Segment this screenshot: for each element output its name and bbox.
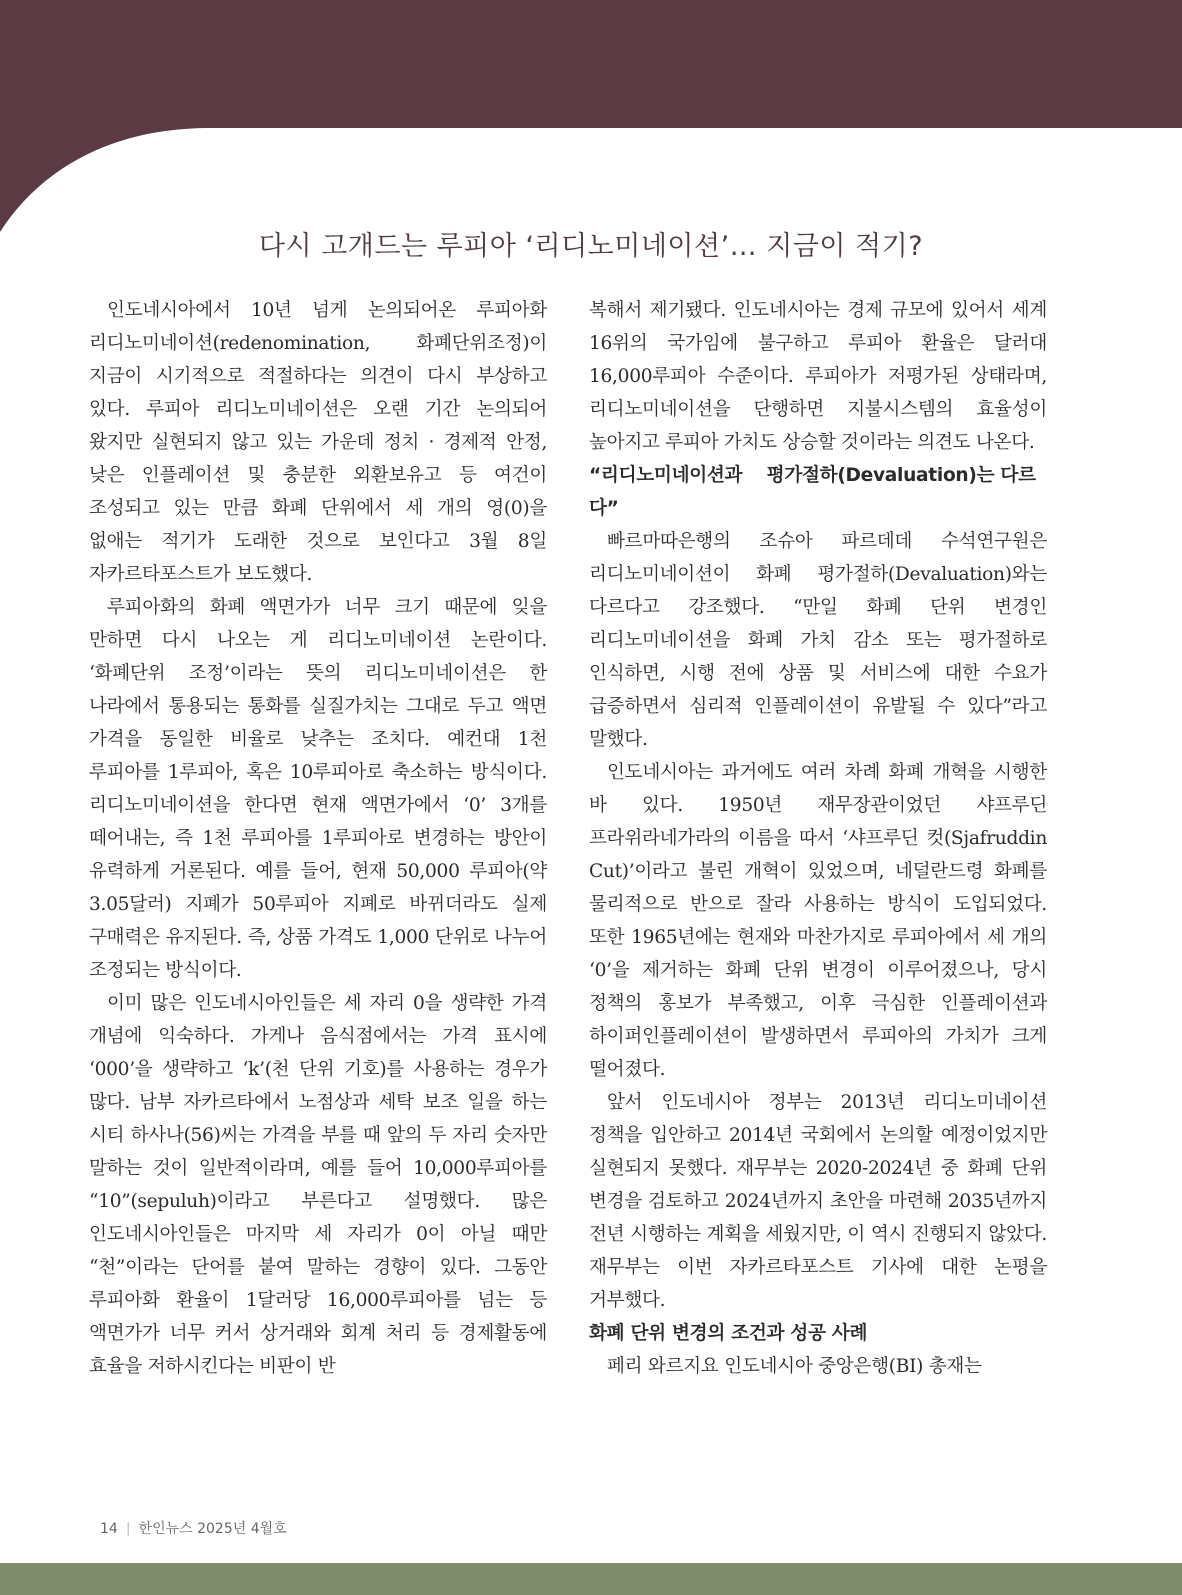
footer-separator: |: [125, 1521, 131, 1537]
header-band-shape: [0, 0, 1182, 232]
header-band: [0, 0, 1182, 240]
footer-band: [0, 1563, 1182, 1595]
left-column: [89, 294, 547, 1383]
right-column: [589, 294, 1047, 1383]
paragraph: 인도네시아에서 10년 넘게 논의되어온 루피아화 리디노미네이션(redenomination, 화폐단위조정)이 지금이 시기적으로 적절하다는 의견이 다시 부상하고 있다. 루피아 리디노미네이션은 오랜 기간 논의되어 왔지만 실현되지 않고 있는 가운데 정치 · 경제적 안정, 낮은 인플레이션 및 충분한 외환보유고 등 여건이 조성되고 있는 만큼 화폐 단위에서 세 개의 영(0)을 없애는 적기가 도래한 것으로 보인다고 3월 8일 자카르타포스트가 보도했다.: [89, 300, 547, 585]
section-heading: “리디노미네이션과 평가절하(Devaluation)는 다르다”: [589, 465, 1036, 519]
paragraph: 앞서 인도네시아 정부는 2013년 리디노미네이션 정책을 입안하고 2014년 국회에서 논의할 예정이었지만 실현되지 못했다. 재무부는 2020-2024년 중 화폐 단위 변경을 검토하고 2024년까지 초안을 마련해 2035년까지 전년 시행하는 계획을 세웠지만, 이 역시 진행되지 않았다. 재무부는 이번 자카르타포스트 기사에 대한 논평을 거부했다.: [589, 1092, 1047, 1311]
page-footer: [100, 1518, 287, 1538]
paragraph: 복해서 제기됐다. 인도네시아는 경제 규모에 있어서 세계 16위의 국가임에 불구하고 루피아 환율은 달러대 16,000루피아 수준이다. 루피아가 저평가된 상태라며, 리디노미네이션을 단행하면 지불시스템의 효율성이 높아지고 루피아 가치도 상승할 것이라는 의견도 나온다.: [589, 300, 1047, 453]
article-title: 다시 고개드는 루피아 ‘리디노미네이션’… 지금이 적기?: [258, 231, 924, 262]
publication-name: 한인뉴스 2025년 4월호: [138, 1521, 287, 1537]
paragraph: 페리 와르지요 인도네시아 중앙은행(BI) 총재는: [607, 1356, 982, 1377]
paragraph: 빠르마따은행의 조슈아 파르데데 수석연구원은 리디노미네이션이 화폐 평가절하(Devaluation)와는 다르다고 강조했다. “만일 화폐 단위 변경인 리디노미네이션을 화폐 가치 감소 또는 평가절하로 인식하면, 시행 전에 상품 및 서비스에 대한 수요가 급증하면서 심리적 인플레이션이 유발될 수 있다”라고 말했다.: [589, 531, 1047, 750]
section-heading: 화폐 단위 변경의 조건과 성공 사례: [589, 1323, 868, 1344]
paragraph: 인도네시아는 과거에도 여러 차례 화폐 개혁을 시행한 바 있다. 1950년 재무장관이었던 샤프루딘 프라위라네가라의 이름을 따서 ‘샤프루딘 컷(Sjafruddin Cut)’이라고 불린 개혁이 있었으며, 네덜란드령 화폐를 물리적으로 반으로 잘라 사용하는 방식이 도입되었다. 또한 1965년에는 현재와 마찬가지로 루피아에서 세 개의 ‘0’을 제거하는 화폐 단위 변경이 이루어졌으나, 당시 정책의 홍보가 부족했고, 이후 극심한 인플레이션과 하이퍼인플레이션이 발생하면서 루피아의 가치가 크게 떨어졌다.: [589, 762, 1047, 1080]
paragraph: 이미 많은 인도네시아인들은 세 자리 0을 생략한 가격 개념에 익숙하다. 가게나 음식점에서는 가격 표시에 ‘000’을 생략하고 ‘k’(천 단위 기호)를 사용하는 경우가 많다. 남부 자카르타에서 노점상과 세탁 보조 일을 하는 시티 하사나(56)씨는 가격을 부를 때 앞의 두 자리 숫자만 말하는 것이 일반적이라며, 예를 들어 10,000루피아를 “10”(sepuluh)이라고 부른다고 설명했다. 많은 인도네시아인들은 마지막 세 자리가 0이 아닐 때만 “천”이라는 단어를 붙여 말하는 경향이 있다. 그동안 루피아화 환율이 1달러당 16,000루피아를 넘는 등 액면가가 너무 커서 상거래와 회계 처리 등 경제활동에 효율을 저하시킨다는 비판이 반: [89, 993, 547, 1377]
page-number: 14: [100, 1521, 118, 1537]
paragraph: 루피아화의 화폐 액면가가 너무 크기 때문에 잊을 만하면 다시 나오는 게 리디노미네이션 논란이다. ‘화폐단위 조정’이라는 뜻의 리디노미네이션은 한 나라에서 통용되는 통화를 실질가치는 그대로 두고 액면 가격을 동일한 비율로 낮추는 조치다. 예컨대 1천 루피아를 1루피아, 혹은 10루피아로 축소하는 방식이다. 리디노미네이션을 한다면 현재 액면가에서 ‘0’ 3개를 떼어내는, 즉 1천 루피아를 1루피아로 변경하는 방안이 유력하게 거론된다. 예를 들어, 현재 50,000 루피아(약 3.05달러) 지폐가 50루피아 지폐로 바뀌더라도 실제 구매력은 유지된다. 즉, 상품 가격도 1,000 단위로 나누어 조정되는 방식이다.: [89, 597, 547, 981]
